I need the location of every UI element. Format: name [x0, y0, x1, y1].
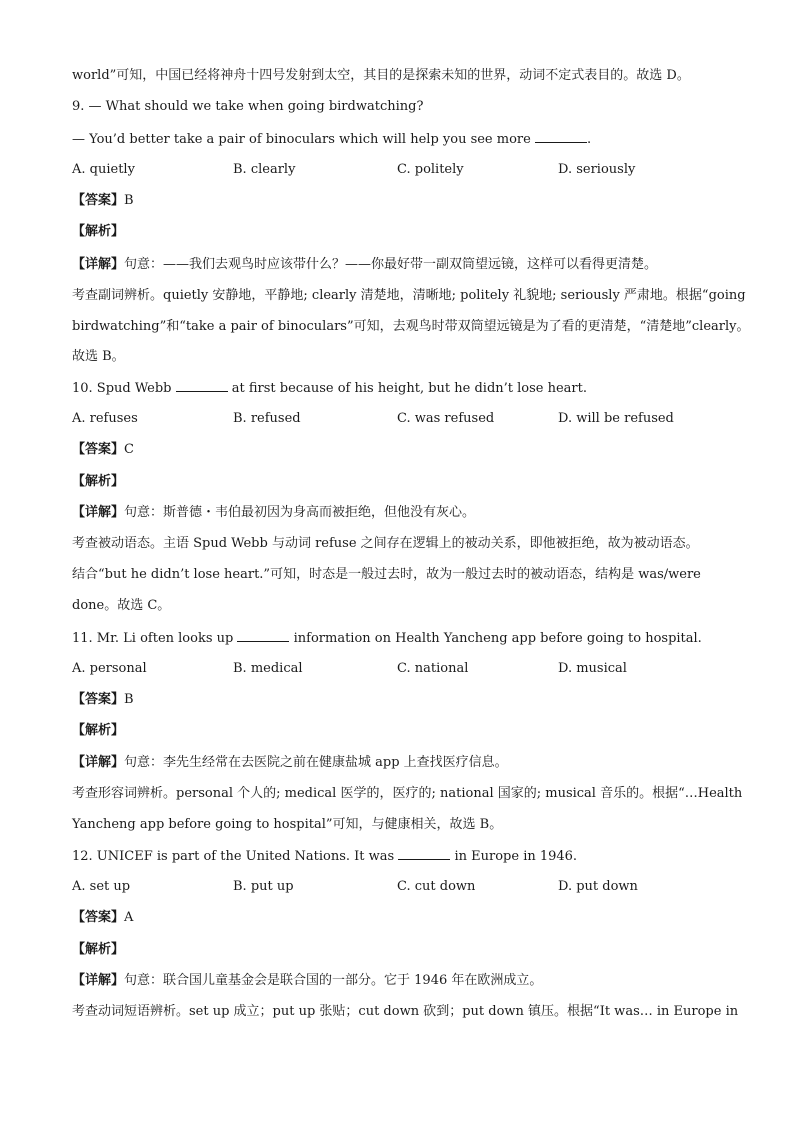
question-12-stem [72, 847, 577, 866]
question-9-detail [72, 256, 657, 274]
question-9-answer [72, 192, 134, 210]
answer-blank [176, 379, 228, 392]
question-12-option-c: C. cut down [397, 879, 476, 894]
question-10-text-before-blank: 10. Spud Webb [72, 381, 176, 396]
question-10-detail [72, 504, 475, 522]
answer-label: 【答案】 [72, 692, 125, 707]
question-9-option-b: B. clearly [233, 162, 296, 177]
question-10-text-after-blank: at first because of his height, but he didn’t lose heart. [227, 381, 588, 396]
answer-blank [398, 847, 450, 860]
question-11-option-b: B. medical [233, 661, 303, 676]
question-9-text-before-blank: — You’d better take a pair of binoculars which will help you see more [72, 132, 535, 147]
question-10-option-d: D. will be refused [558, 411, 674, 426]
question-11-analysis-label: 【解析】 [72, 723, 125, 738]
question-10-explanation-3: done。故选 C。 [72, 598, 171, 613]
question-9-option-a: A. quietly [72, 162, 135, 177]
question-11-option-a: A. personal [72, 661, 147, 676]
question-10-explanation-1: 考查被动语态。主语 Spud Webb 与动词 refuse 之间存在逻辑上的被动关系，即他被拒绝，故为被动语态。 [72, 536, 699, 551]
question-9-explanation-3: 故选 B。 [72, 349, 125, 364]
question-12-option-d: D. put down [558, 879, 638, 894]
question-10-analysis-label: 【解析】 [72, 474, 125, 489]
question-9-explanation-1: 考查副词辨析。quietly 安静地，平静地; clearly 清楚地，清晰地; politely 礼貌地; seriously 严肃地。根据“going [72, 288, 746, 303]
detail-label: 【详解】 [72, 973, 125, 988]
question-10-option-a: A. refuses [72, 411, 138, 426]
question-9-text-after-blank: . [586, 132, 592, 147]
question-12-option-b: B. put up [233, 879, 294, 894]
question-11-stem [72, 629, 702, 648]
question-9-line2 [72, 130, 591, 149]
question-12-explanation-1: 考查动词短语辨析。set up 成立；put up 张贴；cut down 砍到；put down 镇压。根据“It was… in Europe in [72, 1004, 739, 1019]
question-12-answer [72, 909, 133, 927]
answer-blank [535, 130, 587, 143]
question-11-detail [72, 754, 508, 772]
question-12-option-a: A. set up [72, 879, 131, 894]
question-9-stem: 9. — What should we take when going birdwatching? [72, 99, 424, 114]
detail-text: 句意：斯普德・韦伯最初因为身高而被拒绝，但他没有灰心。 [124, 505, 476, 520]
question-10-explanation-2: 结合“but he didn’t lose heart.”可知，时态是一般过去时，故为一般过去时的被动语态，结构是 was/were [72, 567, 701, 582]
question-9-analysis-label: 【解析】 [72, 224, 125, 239]
detail-text: 句意：李先生经常在去医院之前在健康盐城 app 上查找医疗信息。 [124, 755, 508, 770]
detail-label: 【详解】 [72, 505, 125, 520]
answer-value: B [124, 692, 134, 707]
detail-label: 【详解】 [72, 257, 125, 272]
question-12-text-after-blank: in Europe in 1946. [450, 849, 578, 864]
detail-label: 【详解】 [72, 755, 125, 770]
question-11-text-after-blank: information on Health Yancheng app before going to hospital. [289, 631, 702, 646]
question-9-option-d: D. seriously [558, 162, 636, 177]
question-9-option-c: C. politely [397, 162, 464, 177]
question-11-answer [72, 691, 134, 709]
question-12-analysis-label: 【解析】 [72, 942, 125, 957]
answer-value: A [124, 910, 134, 925]
answer-blank [237, 629, 289, 642]
detail-text: 句意：联合国儿童基金会是联合国的一部分。它于 1946 年在欧洲成立。 [124, 973, 543, 988]
question-12-detail [72, 972, 542, 990]
question-10-answer [72, 441, 134, 459]
question-11-explanation-1: 考查形容词辨析。personal 个人的; medical 医学的，医疗的; national 国家的; musical 音乐的。根据“…Health [72, 786, 743, 801]
answer-value: C [124, 442, 134, 457]
question-11-option-d: D. musical [558, 661, 627, 676]
continuation-text: world”可知，中国已经将神舟十四号发射到太空，其目的是探索未知的世界，动词不定式表目的。故选 D。 [72, 68, 690, 83]
detail-text: 句意：——我们去观鸟时应该带什么？——你最好带一副双筒望远镜，这样可以看得更清楚。 [124, 257, 658, 272]
question-10-option-b: B. refused [233, 411, 301, 426]
answer-label: 【答案】 [72, 193, 125, 208]
question-11-text-before-blank: 11. Mr. Li often looks up [72, 631, 238, 646]
answer-label: 【答案】 [72, 442, 125, 457]
answer-value: B [124, 193, 134, 208]
question-11-option-c: C. national [397, 661, 469, 676]
question-11-explanation-2: Yancheng app before going to hospital”可知，与健康相关，故选 B。 [72, 817, 503, 832]
question-10-stem [72, 379, 587, 398]
answer-label: 【答案】 [72, 910, 125, 925]
question-10-option-c: C. was refused [397, 411, 495, 426]
question-9-explanation-2: birdwatching”和“take a pair of binoculars”可知，去观鸟时带双筒望远镜是为了看的更清楚，“清楚地”clearly。 [72, 319, 750, 334]
question-12-text-before-blank: 12. UNICEF is part of the United Nations. It was [72, 849, 399, 864]
